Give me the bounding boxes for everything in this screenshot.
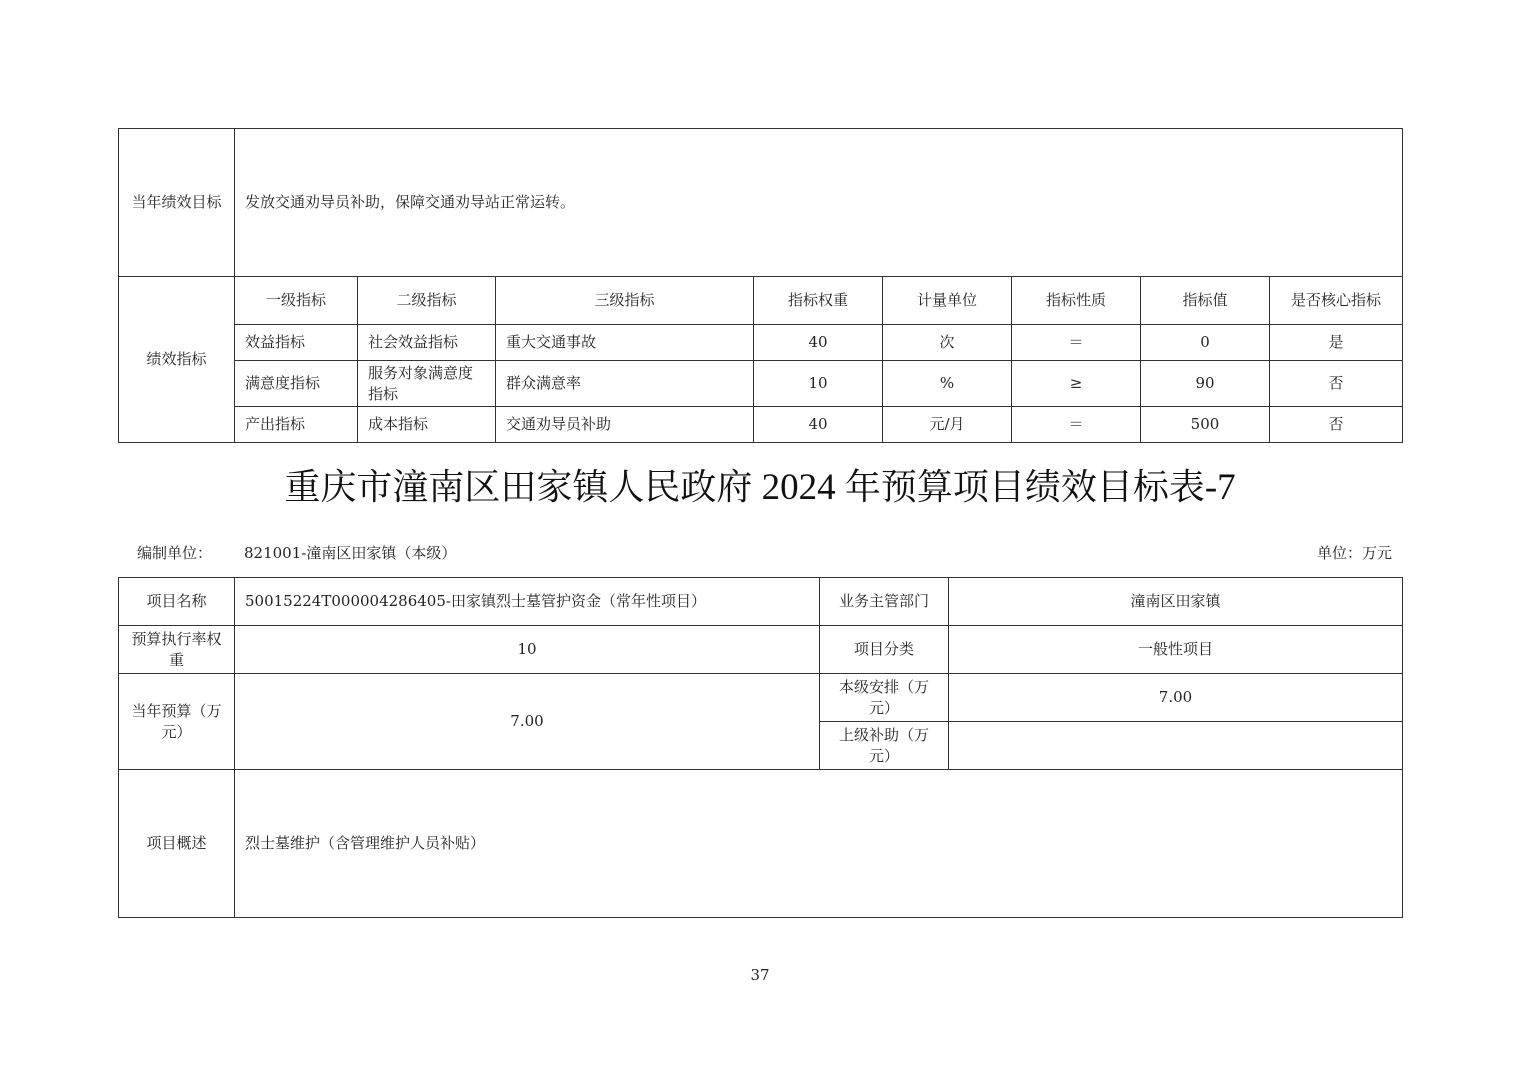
goal-text: 发放交通劝导员补助，保障交通劝导站正常运转。 <box>235 129 1403 277</box>
title-part2: 年预算项目绩效目标表 <box>844 467 1205 508</box>
upper-value <box>949 722 1403 770</box>
goal-label: 当年绩效目标 <box>119 129 235 277</box>
cell-value: 500 <box>1141 407 1270 443</box>
cell-weight: 40 <box>754 407 883 443</box>
cell-level2: 社会效益指标 <box>358 325 496 361</box>
title-suffix: -7 <box>1204 467 1236 508</box>
budget-label: 当年预算（万元） <box>119 674 235 770</box>
money-unit: 单位：万元 <box>1316 544 1392 562</box>
cell-unit: % <box>883 361 1012 407</box>
performance-indicator-table <box>118 128 1403 443</box>
header-level1: 一级指标 <box>235 277 358 325</box>
org-unit-label: 编制单位： <box>137 544 213 562</box>
cell-nature: ＝ <box>1012 325 1141 361</box>
dept-value: 潼南区田家镇 <box>949 578 1403 626</box>
header-level2: 二级指标 <box>358 277 496 325</box>
title-year: 2024 <box>752 467 845 508</box>
cell-unit: 元/月 <box>883 407 1012 443</box>
cell-weight: 40 <box>754 325 883 361</box>
indicators-label: 绩效指标 <box>119 277 235 443</box>
title-part1: 重庆市潼南区田家镇人民政府 <box>284 467 753 508</box>
page-title <box>0 462 1520 514</box>
cell-level1: 产出指标 <box>235 407 358 443</box>
cell-level3: 交通劝导员补助 <box>496 407 754 443</box>
exec-rate-label: 预算执行率权重 <box>119 626 235 674</box>
upper-label: 上级补助（万元） <box>820 722 949 770</box>
table-row <box>119 325 1403 361</box>
project-name-label: 项目名称 <box>119 578 235 626</box>
cell-core: 否 <box>1270 361 1403 407</box>
header-unit: 计量单位 <box>883 277 1012 325</box>
cell-core: 是 <box>1270 325 1403 361</box>
cell-value: 0 <box>1141 325 1270 361</box>
overview-label: 项目概述 <box>119 770 235 918</box>
project-info-table <box>118 577 1403 918</box>
local-value: 7.00 <box>949 674 1403 722</box>
category-label: 项目分类 <box>820 626 949 674</box>
cell-weight: 10 <box>754 361 883 407</box>
cell-level3: 群众满意率 <box>496 361 754 407</box>
budget-value: 7.00 <box>235 674 820 770</box>
org-unit-value: 821001-潼南区田家镇（本级） <box>244 544 457 562</box>
header-value: 指标值 <box>1141 277 1270 325</box>
project-name: 50015224T000004286405-田家镇烈士墓管护资金（常年性项目） <box>235 578 820 626</box>
local-label: 本级安排（万元） <box>820 674 949 722</box>
dept-label: 业务主管部门 <box>820 578 949 626</box>
table-row <box>119 407 1403 443</box>
header-weight: 指标权重 <box>754 277 883 325</box>
cell-unit: 次 <box>883 325 1012 361</box>
header-core: 是否核心指标 <box>1270 277 1403 325</box>
exec-rate-value: 10 <box>235 626 820 674</box>
cell-level3: 重大交通事故 <box>496 325 754 361</box>
page-number: 37 <box>750 966 770 984</box>
cell-level1: 效益指标 <box>235 325 358 361</box>
overview-text: 烈士墓维护（含管理维护人员补贴） <box>235 770 1403 918</box>
cell-core: 否 <box>1270 407 1403 443</box>
header-level3: 三级指标 <box>496 277 754 325</box>
cell-nature: ≥ <box>1012 361 1141 407</box>
category-value: 一般性项目 <box>949 626 1403 674</box>
cell-level1: 满意度指标 <box>235 361 358 407</box>
header-nature: 指标性质 <box>1012 277 1141 325</box>
cell-value: 90 <box>1141 361 1270 407</box>
cell-level2: 服务对象满意度指标 <box>358 361 496 407</box>
cell-level2: 成本指标 <box>358 407 496 443</box>
cell-nature: ＝ <box>1012 407 1141 443</box>
table-row <box>119 361 1403 407</box>
